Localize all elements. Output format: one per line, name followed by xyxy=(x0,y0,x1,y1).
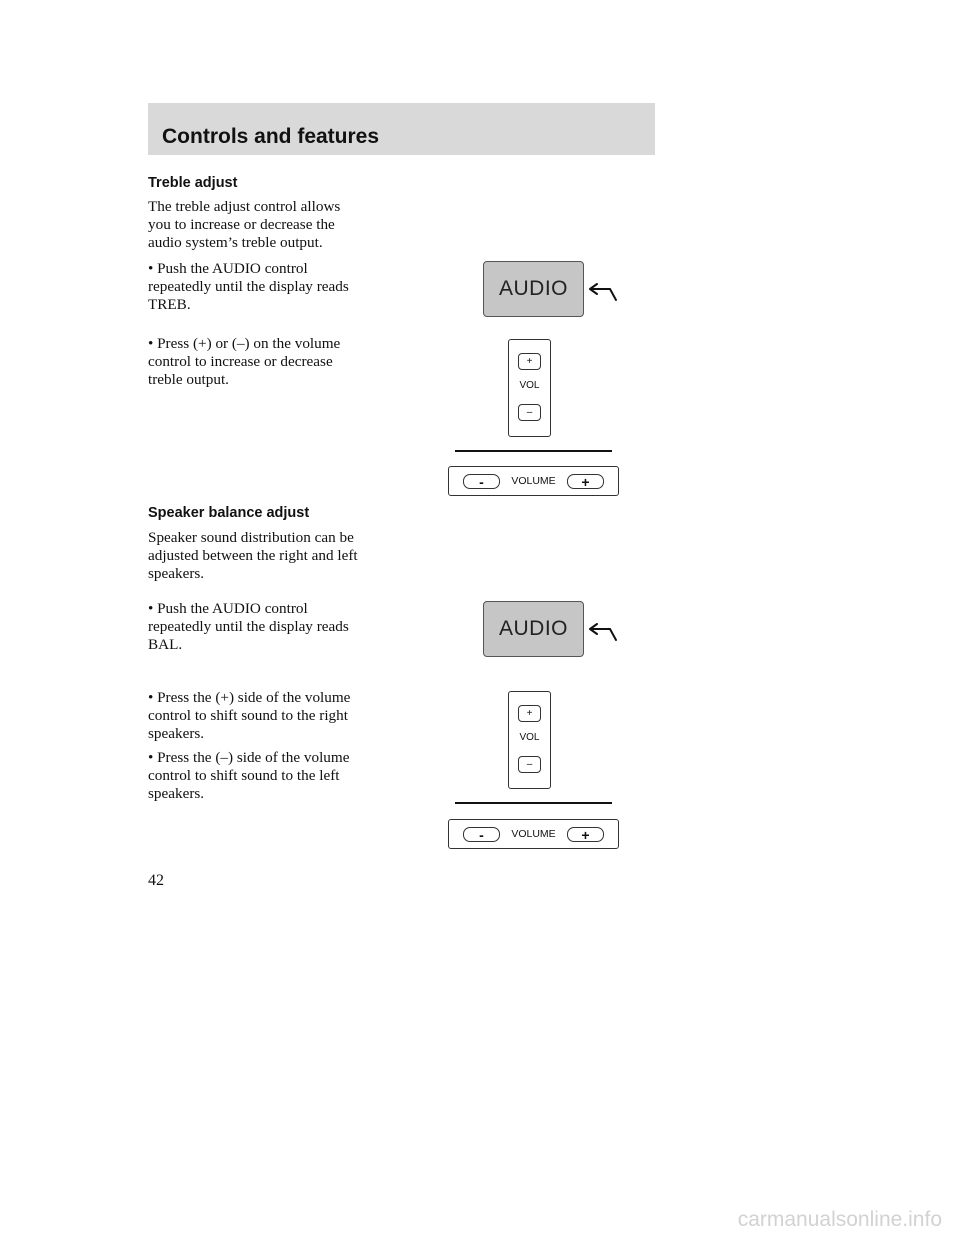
volume-label-2: VOLUME xyxy=(511,828,556,840)
balance-step-3: • Press the (–) side of the volume control to shift sound to the left speakers. xyxy=(148,749,350,802)
vol-rocker-control-2 xyxy=(508,691,551,789)
section-header-band xyxy=(148,103,655,155)
divider-line xyxy=(455,450,612,452)
treble-step-1: • Push the AUDIO control repeatedly until the display reads TREB. xyxy=(148,260,349,313)
balance-intro: Speaker sound distribution can be adjusted between the right and left speakers. xyxy=(148,529,358,582)
balance-heading: Speaker balance adjust xyxy=(148,505,310,521)
volume-plus-button[interactable]: + xyxy=(567,474,604,489)
treble-step-2: • Press (+) or (–) on the volume control to increase or decrease treble output. xyxy=(148,335,341,388)
volume-minus-button[interactable]: - xyxy=(463,474,500,489)
divider-line-2 xyxy=(455,802,612,804)
treble-heading: Treble adjust xyxy=(148,175,238,191)
press-arrow-icon xyxy=(588,280,618,304)
audio-button-2[interactable]: AUDIO xyxy=(483,601,584,657)
volume-plus-button-2[interactable]: + xyxy=(567,827,604,842)
volume-bar-control-2 xyxy=(448,819,619,849)
vol-plus-button[interactable]: + xyxy=(518,353,541,370)
balance-step-1: • Push the AUDIO control repeatedly until the display reads BAL. xyxy=(148,600,349,653)
watermark: carmanualsonline.info xyxy=(737,1208,942,1231)
vol-minus-button[interactable]: – xyxy=(518,404,541,421)
vol-label: VOL xyxy=(519,380,540,391)
volume-minus-button-2[interactable]: - xyxy=(463,827,500,842)
vol-plus-button-2[interactable]: + xyxy=(518,705,541,722)
audio-button[interactable]: AUDIO xyxy=(483,261,584,317)
volume-bar-control xyxy=(448,466,619,496)
press-arrow-icon xyxy=(588,620,618,644)
treble-intro: The treble adjust control allows you to increase or decrease the audio system’s treble output. xyxy=(148,198,341,251)
vol-rocker-control xyxy=(508,339,551,437)
page-title: Controls and features xyxy=(162,125,380,148)
vol-label-2: VOL xyxy=(519,732,540,743)
balance-step-2: • Press the (+) side of the volume control to shift sound to the right speakers. xyxy=(148,689,351,742)
vol-minus-button-2[interactable]: – xyxy=(518,756,541,773)
volume-label: VOLUME xyxy=(511,475,556,487)
page-number: 42 xyxy=(148,872,164,889)
